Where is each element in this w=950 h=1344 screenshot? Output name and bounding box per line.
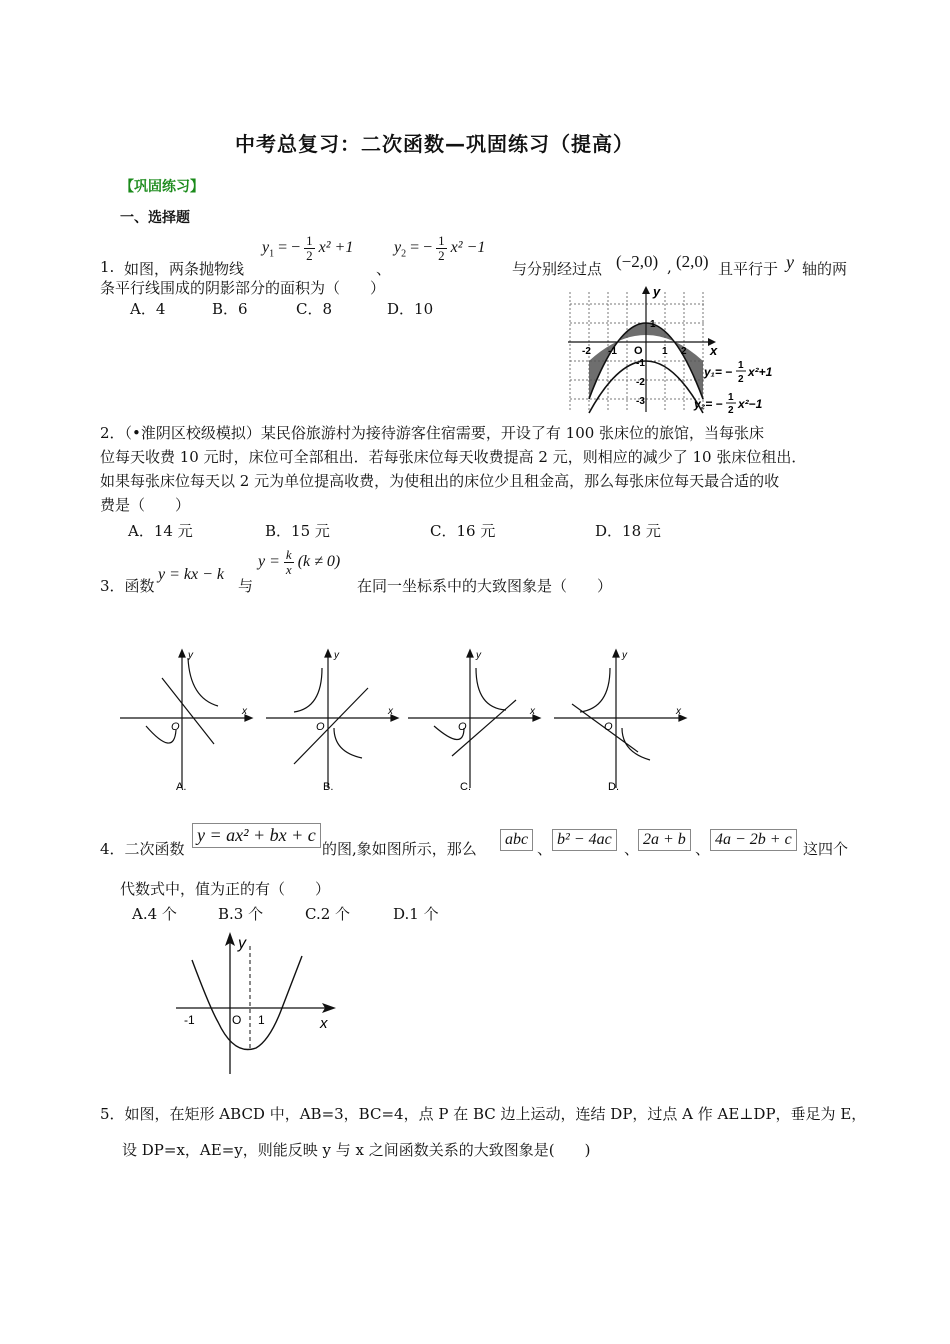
q4-fig-neg1: -1 [184, 1013, 195, 1027]
q3-label-c: C. [460, 781, 471, 793]
q1-fig-tick-x: 2 [681, 346, 687, 357]
q1-fig-tick-y: -1 [636, 358, 645, 369]
q3-graph-d-y: y [622, 650, 627, 661]
q4-option-b: B.3 个 [218, 905, 264, 923]
q4-main-equation: y = ax² + bx + c [192, 823, 321, 848]
q1-text-c: 且平行于 [718, 260, 779, 278]
q4-text-a: 的图,象如图所示，那么 [322, 840, 477, 858]
q3-graph-b-origin: O [316, 721, 325, 733]
q3-graph-b-y: y [334, 650, 339, 661]
q2-line-1: 2．（•淮阴区校级模拟）某民俗旅游村为接待游客住宿需要，开设了有 100 张床位的旅馆，当每张床 [100, 424, 765, 442]
q1-option-a: A．4 [130, 300, 166, 318]
q1-text-b: 与分别经过点 [512, 260, 603, 278]
q1-fig-tick-x: 1 [662, 346, 668, 357]
q2-option-b: B．15 元 [265, 522, 330, 540]
q4-fig-y: y [238, 935, 246, 952]
q4-fig-one: 1 [258, 1013, 265, 1027]
section-tag: 【巩固练习】 [120, 179, 204, 195]
q4-fig-origin: O [232, 1013, 242, 1027]
q3-mid: 与 [238, 577, 254, 595]
q3-prefix: 3．函数 [100, 577, 155, 595]
q5-line-2: 设 DP=x，AE=y，则能反映 y 与 x 之间函数关系的大致图象是( ) [122, 1141, 591, 1159]
q1-comma: , [667, 258, 672, 276]
q4-sep-3: 、 [695, 840, 711, 858]
q4-expr-1: abc [500, 829, 533, 851]
q2-line-4: 费是（ ） [100, 496, 191, 514]
q3-graph-a-x: x [242, 706, 247, 717]
q1-fig-tick-y: -3 [636, 396, 645, 407]
q1-fig-curve2-tail: x²−1 [738, 397, 763, 411]
q3-label-a: A. [176, 781, 187, 793]
q1-fig-y-label: y [653, 284, 661, 299]
q1-equation-1: $y_1$ = − $\frac{1}{2}$ x² +1 [262, 233, 354, 263]
q1-fig-curve2-label: y₂= − [694, 397, 723, 411]
q4-line-2: 代数式中，值为正的有（ ） [120, 880, 331, 898]
q3-equation-2: y = $\frac{k}{x}$ (k ≠ 0) [258, 547, 341, 577]
q1-fig-curve2-num: 1 [728, 392, 734, 403]
q1-fig-curve1-tail: x²+1 [748, 365, 773, 379]
q1-separator: 、 [376, 260, 392, 278]
q4-expr-2: b² − 4ac [552, 829, 617, 851]
q4-option-a: A.4 个 [132, 905, 177, 923]
q4-fig-x: x [320, 1015, 328, 1032]
q2-option-d: D．18 元 [595, 522, 661, 540]
q1-fig-tick-y: 1 [650, 319, 656, 330]
q4-expr-4: 4a − 2b + c [710, 829, 797, 851]
q4-option-c: C.2 个 [305, 905, 351, 923]
q4-expr-3: 2a + b [638, 829, 691, 851]
q1-point-1: (−2,0) [616, 252, 659, 271]
q1-fig-tick-y: -2 [636, 377, 645, 388]
q2-option-c: C．16 元 [430, 522, 496, 540]
q4-parabola-figure [170, 926, 340, 1076]
q3-graph-a-origin: O [171, 721, 180, 733]
q3-graph-a-y: y [188, 650, 193, 661]
q2-line-2: 位每天收费 10 元时，床位可全部租出．若每张床位每天收费提高 2 元，则相应的减少了 10 张床位租出． [100, 448, 807, 466]
q3-graph-options [118, 648, 698, 796]
q4-option-d: D.1 个 [393, 905, 439, 923]
q3-graph-c-x: x [530, 706, 535, 717]
q4-sep-2: 、 [624, 840, 640, 858]
q3-graph-c-y: y [476, 650, 481, 661]
q1-fig-origin: O [634, 345, 643, 357]
page-title: 中考总复习：二次函数—巩固练习（提高） [235, 132, 634, 156]
section-heading: 一、选择题 [120, 210, 190, 226]
q3-graph-d-origin: O [604, 721, 613, 733]
q3-graph-b-x: x [388, 706, 393, 717]
q3-equation-1: y = kx − k [158, 566, 224, 583]
q3-graph-d-x: x [676, 706, 681, 717]
q1-parabola-figure [564, 282, 786, 414]
q1-fig-curve1-num: 1 [738, 360, 744, 371]
q1-point-2: (2,0) [676, 252, 709, 271]
q1-text-a: 如图，两条抛物线 [124, 260, 245, 278]
q1-fig-tick-x: -1 [608, 346, 617, 357]
q5-line-1: 5．如图，在矩形 ABCD 中，AB=3，BC=4，点 P 在 BC 边上运动，连结 DP，过点 A 作 AE⊥DP，垂足为 E， [100, 1105, 867, 1123]
q3-graph-c-origin: O [458, 721, 467, 733]
q1-fig-curve2-den: 2 [728, 405, 734, 414]
q3-label-d: D. [608, 781, 619, 793]
q1-option-c: C．8 [296, 300, 333, 318]
q1-option-d: D．10 [387, 300, 434, 318]
q1-number: 1. [100, 258, 115, 276]
q4-text-b: 这四个 [803, 840, 849, 858]
q2-option-a: A．14 元 [128, 522, 193, 540]
q1-line-2: 条平行线围成的阴影部分的面积为（ ） [100, 279, 386, 297]
q1-fig-x-label: x [710, 343, 718, 358]
q3-suffix: 在同一坐标系中的大致图象是（ ） [357, 577, 613, 595]
q1-fig-tick-x: -2 [582, 346, 591, 357]
q2-line-3: 如果每张床位每天以 2 元为单位提高收费，为使租出的床位少且租金高，那么每张床位每天最合适的收 [100, 472, 780, 490]
q1-equation-2: $y_2$ = − $\frac{1}{2}$ x² −1 [394, 233, 486, 263]
q1-axis: y [786, 252, 794, 272]
q1-option-b: B．6 [212, 300, 248, 318]
q4-sep-1: 、 [537, 840, 553, 858]
q3-label-b: B. [323, 781, 334, 793]
q4-prefix: 4．二次函数 [100, 840, 185, 858]
q1-text-d: 轴的两 [802, 260, 848, 278]
q1-fig-curve1-label: y₁= − [704, 365, 733, 379]
q1-fig-curve1-den: 2 [738, 374, 744, 385]
